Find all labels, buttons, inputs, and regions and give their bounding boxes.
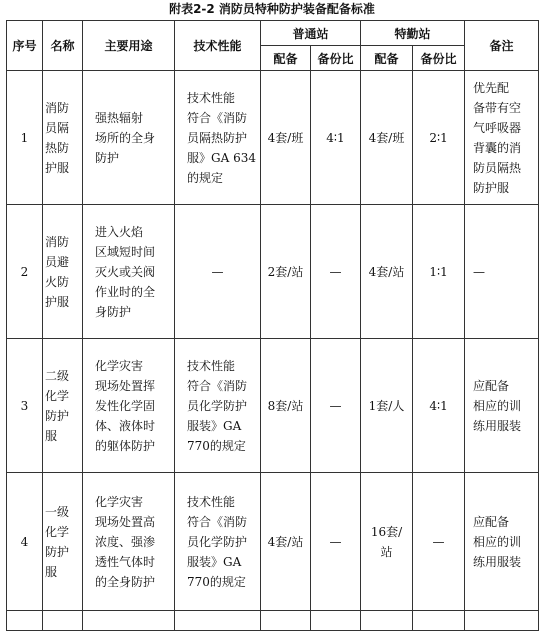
row-normal-equip: 8套/站 bbox=[267, 398, 304, 413]
row-special-equip: 16套/ 站 bbox=[370, 524, 403, 559]
row-tech: 技术性能 符合《消防 员化学防护 服装》GA 770的规定 bbox=[187, 358, 248, 453]
header-name: 名称 bbox=[43, 21, 83, 71]
row-name: 消防 员隔 热防 护服 bbox=[45, 100, 70, 175]
row-use: 化学灾害 现场处置高 浓度、强渗 透性气体时 的全身防护 bbox=[95, 494, 156, 589]
row-index: 2 bbox=[20, 264, 29, 279]
row-name: 二级 化学 防护 服 bbox=[45, 368, 70, 443]
header-index: 序号 bbox=[7, 21, 43, 71]
row-normal-equip: 2套/站 bbox=[267, 264, 304, 279]
table-row bbox=[7, 473, 539, 611]
header-normal-equip: 配备 bbox=[261, 46, 311, 71]
row-note: 应配备 相应的训 练用服装 bbox=[473, 378, 522, 433]
row-special-equip: 1套/人 bbox=[368, 398, 405, 413]
row-name: 消防 员避 火防 护服 bbox=[45, 234, 70, 309]
header-normal-station: 普通站 bbox=[261, 21, 361, 46]
row-note: 应配备 相应的训 练用服装 bbox=[473, 514, 522, 569]
header-normal-ratio: 备份比 bbox=[311, 46, 361, 71]
row-normal-equip: 4套/班 bbox=[267, 130, 304, 145]
table-row bbox=[7, 205, 539, 339]
row-special-ratio: 1∶1 bbox=[429, 264, 448, 279]
table-title: 附表2-2 消防员特种防护装备配备标准 bbox=[169, 2, 375, 16]
row-normal-ratio: — bbox=[329, 264, 342, 279]
table-row bbox=[7, 71, 539, 205]
equipment-standard-table bbox=[6, 20, 539, 631]
table-row bbox=[7, 339, 539, 473]
header-special-equip: 配备 bbox=[361, 46, 413, 71]
header-use: 主要用途 bbox=[83, 21, 175, 71]
row-special-equip: 4套/站 bbox=[368, 264, 405, 279]
row-use: 进入火焰 区域短时间 灭火或关阀 作业时的全 身防护 bbox=[95, 224, 156, 319]
row-tech: — bbox=[211, 264, 224, 279]
row-note: 优先配 备带有空 气呼吸器 背囊的消 防员隔热 防护服 bbox=[473, 80, 522, 195]
row-index: 3 bbox=[20, 398, 29, 413]
header-row-1 bbox=[7, 21, 539, 46]
row-normal-equip: 4套/站 bbox=[267, 534, 304, 549]
row-special-equip: 4套/班 bbox=[368, 130, 405, 145]
row-normal-ratio: — bbox=[329, 398, 342, 413]
row-index: 1 bbox=[20, 130, 29, 145]
row-name: 一级 化学 防护 服 bbox=[45, 504, 70, 579]
row-special-ratio: 2∶1 bbox=[429, 130, 448, 145]
row-index: 4 bbox=[20, 534, 29, 549]
row-special-ratio: 4∶1 bbox=[429, 398, 448, 413]
table-row-cutoff bbox=[7, 611, 539, 631]
row-normal-ratio: 4∶1 bbox=[326, 130, 345, 145]
header-note: 备注 bbox=[465, 21, 539, 71]
row-use: 强热辐射 场所的全身 防护 bbox=[95, 110, 156, 165]
row-special-ratio: — bbox=[432, 534, 445, 549]
row-note: — bbox=[473, 264, 486, 279]
row-tech: 技术性能 符合《消防 员隔热防护 服》GA 634 的规定 bbox=[187, 90, 256, 185]
row-normal-ratio: — bbox=[329, 534, 342, 549]
header-tech: 技术性能 bbox=[175, 21, 261, 71]
row-use: 化学灾害 现场处置挥 发性化学固 体、液体时 的躯体防护 bbox=[95, 358, 156, 453]
header-special-station: 特勤站 bbox=[361, 21, 465, 46]
header-special-ratio: 备份比 bbox=[413, 46, 465, 71]
row-tech: 技术性能 符合《消防 员化学防护 服装》GA 770的规定 bbox=[187, 494, 248, 589]
